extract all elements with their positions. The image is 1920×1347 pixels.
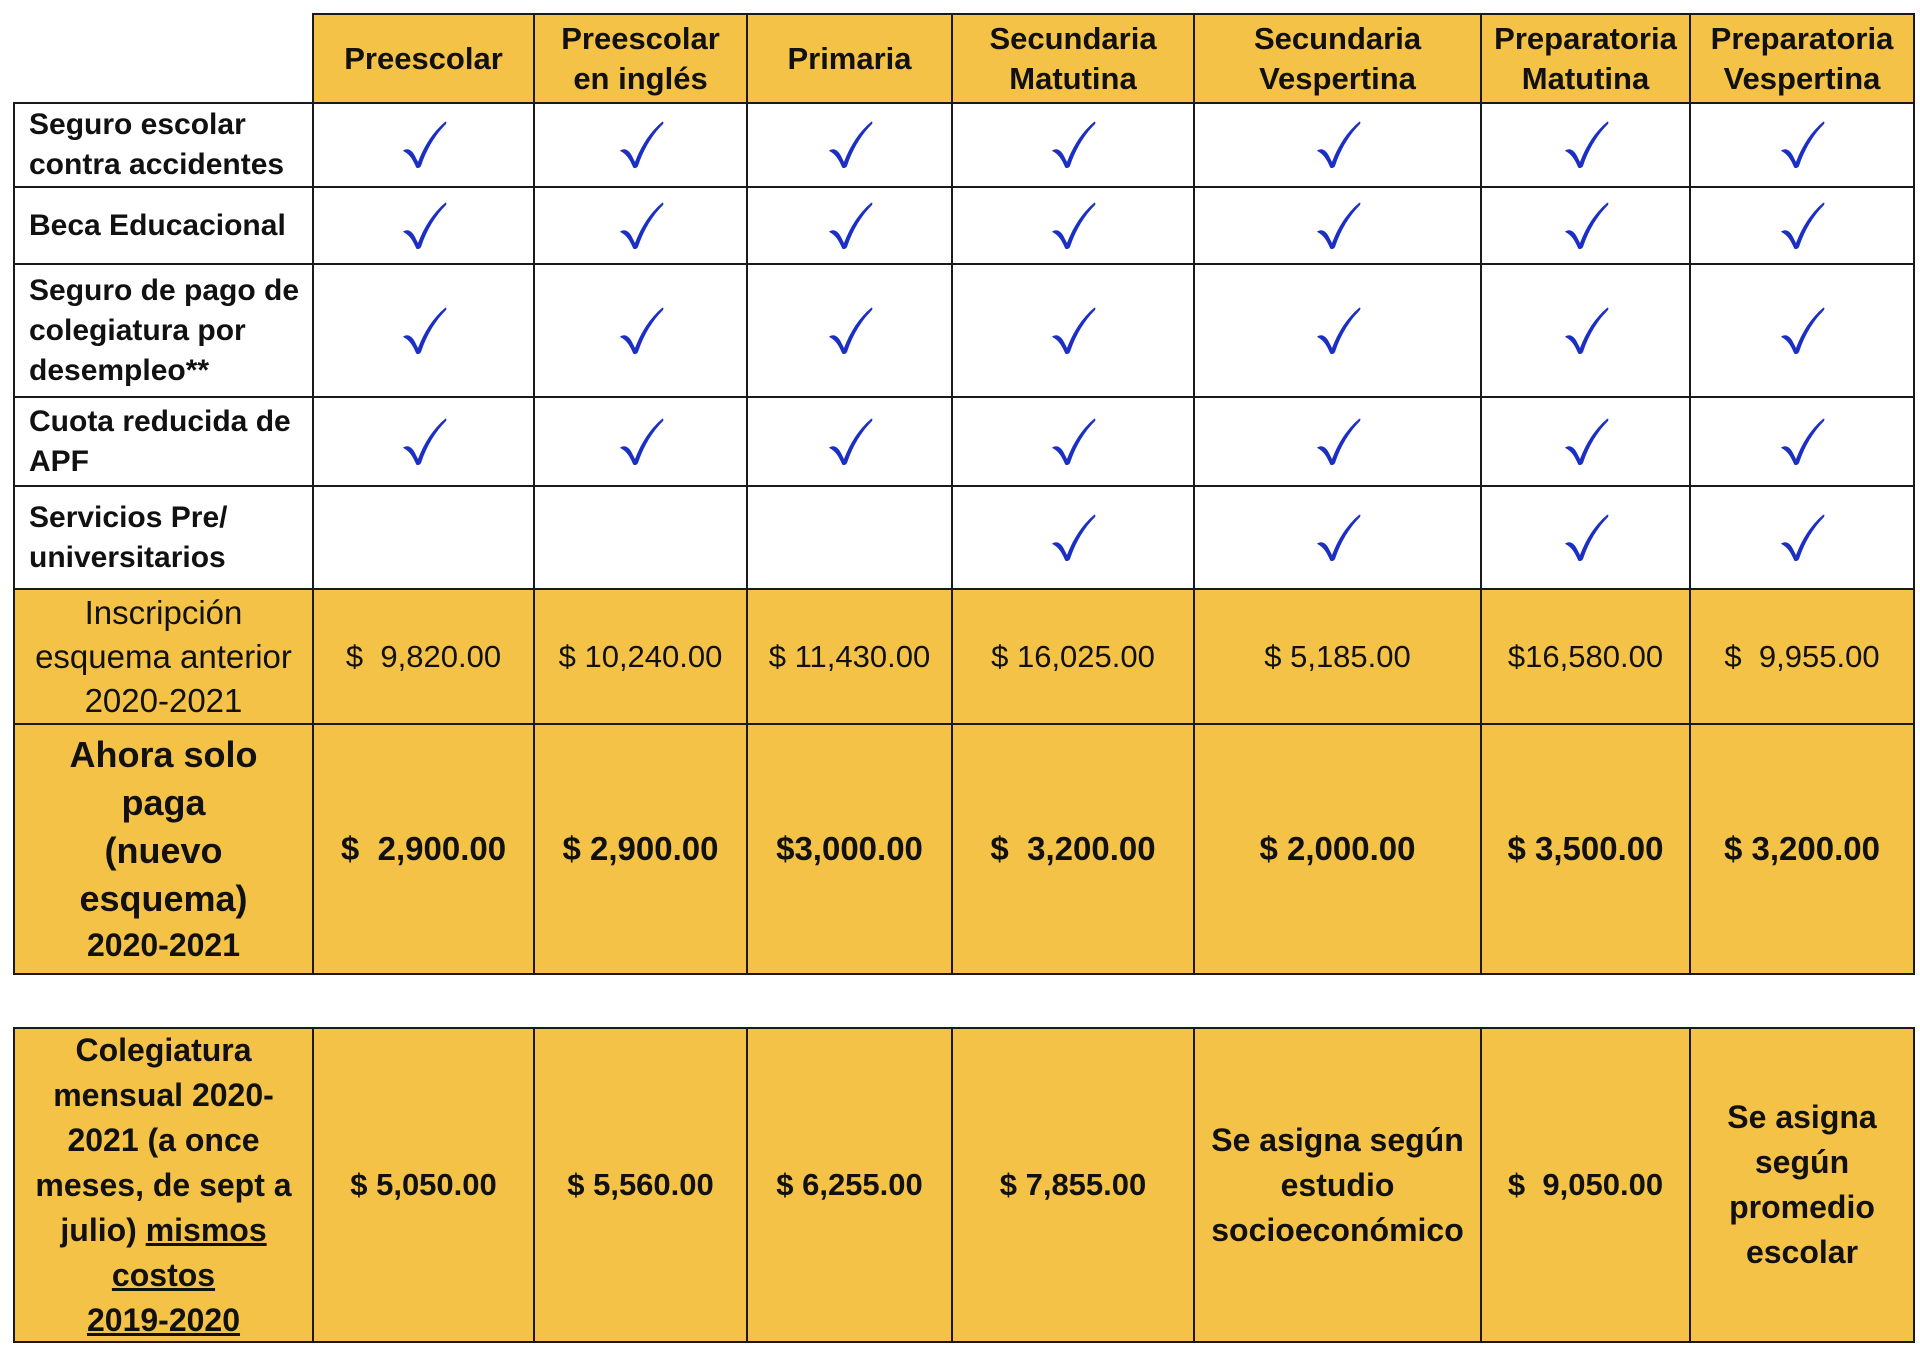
checkmark-icon xyxy=(1049,120,1097,170)
checkmark-icon xyxy=(826,120,874,170)
checkmark-icon xyxy=(1562,417,1610,467)
row-label-text: Inscripción esquema anterior 2020-2021 xyxy=(35,593,292,719)
row-label-inscripcion-anterior xyxy=(13,588,314,725)
colegiatura-secundaria-vespertina: Se asigna según estudio socioeconómico xyxy=(1193,1027,1482,1343)
price-nuevo-preescolar-ingles: $ 2,900.00 xyxy=(533,723,748,975)
colegiatura-label-plain: julio) xyxy=(60,1211,146,1248)
benefit-cell-preescolar-ingles xyxy=(533,396,748,487)
colegiatura-label-line: 2019-2020 xyxy=(86,1301,241,1338)
column-header-secundaria-matutina xyxy=(951,13,1195,104)
row-label-benefit: Seguro escolar contra accidentes xyxy=(13,102,314,188)
checkmark-icon xyxy=(617,201,665,251)
price-nuevo-preparatoria-vespertina: $ 3,200.00 xyxy=(1689,723,1915,975)
price-anterior-secundaria-matutina: $ 16,025.00 xyxy=(951,588,1195,725)
checkmark-icon xyxy=(400,417,448,467)
benefit-cell-preparatoria-vespertina xyxy=(1689,186,1915,265)
checkmark-icon xyxy=(617,306,665,356)
checkmark-icon xyxy=(400,306,448,356)
column-header-label: Preescolar xyxy=(344,40,503,76)
column-header-label: Primaria xyxy=(787,40,912,76)
checkmark-icon xyxy=(1049,513,1097,563)
column-header-label: Secundaria Matutina xyxy=(989,20,1157,96)
checkmark-icon xyxy=(1049,201,1097,251)
checkmark-icon xyxy=(1778,306,1826,356)
benefit-cell-preescolar xyxy=(312,396,535,487)
checkmark-icon xyxy=(1049,417,1097,467)
column-header-preescolar xyxy=(312,13,535,104)
checkmark-icon xyxy=(1314,201,1362,251)
price-nuevo-secundaria-matutina: $ 3,200.00 xyxy=(951,723,1195,975)
row-label-benefit: Servicios Pre/ universitarios xyxy=(13,485,314,590)
row-label-benefit: Cuota reducida de APF xyxy=(13,396,314,487)
benefit-cell-secundaria-vespertina xyxy=(1193,396,1482,487)
price-nuevo-secundaria-vespertina: $ 2,000.00 xyxy=(1193,723,1482,975)
benefit-cell-secundaria-matutina xyxy=(951,102,1195,188)
checkmark-icon xyxy=(1314,513,1362,563)
colegiatura-preescolar: $ 5,050.00 xyxy=(312,1027,535,1343)
column-header-preparatoria-matutina xyxy=(1480,13,1691,104)
benefit-cell-primaria xyxy=(746,485,953,590)
benefit-cell-preparatoria-matutina xyxy=(1480,263,1691,398)
benefit-cell-secundaria-matutina xyxy=(951,186,1195,265)
checkmark-icon xyxy=(1778,201,1826,251)
column-header-primaria xyxy=(746,13,953,104)
row-label-benefit: Seguro de pago de colegiatura por desempleo** xyxy=(13,263,314,398)
colegiatura-primaria: $ 6,255.00 xyxy=(746,1027,953,1343)
colegiatura-label-line xyxy=(60,1208,266,1253)
checkmark-icon xyxy=(826,417,874,467)
checkmark-icon xyxy=(826,201,874,251)
column-header-label: Secundaria Vespertina xyxy=(1253,20,1422,96)
benefit-cell-preescolar xyxy=(312,186,535,265)
benefit-cell-preescolar xyxy=(312,263,535,398)
benefit-cell-preescolar-ingles xyxy=(533,485,748,590)
benefit-cell-secundaria-vespertina xyxy=(1193,186,1482,265)
benefit-cell-preparatoria-matutina xyxy=(1480,186,1691,265)
column-header-secundaria-vespertina xyxy=(1193,13,1482,104)
colegiatura-preescolar-ingles: $ 5,560.00 xyxy=(533,1027,748,1343)
row-label-colegiatura xyxy=(13,1027,314,1343)
checkmark-icon xyxy=(617,417,665,467)
benefit-cell-secundaria-vespertina xyxy=(1193,102,1482,188)
benefit-cell-primaria xyxy=(746,263,953,398)
checkmark-icon xyxy=(400,120,448,170)
colegiatura-preparatoria-vespertina: Se asigna según promedio escolar xyxy=(1689,1027,1915,1343)
row-label-text: Ahora solo paga (nuevo esquema) xyxy=(69,734,258,919)
column-header-preparatoria-vespertina xyxy=(1689,13,1915,104)
checkmark-icon xyxy=(1778,513,1826,563)
checkmark-icon xyxy=(1778,120,1826,170)
column-header-label: Preescolar en inglés xyxy=(561,20,720,96)
checkmark-icon xyxy=(1314,306,1362,356)
benefit-cell-preescolar xyxy=(312,485,535,590)
price-nuevo-preescolar: $ 2,900.00 xyxy=(312,723,535,975)
benefit-cell-primaria xyxy=(746,102,953,188)
colegiatura-label-underlined: mismos xyxy=(145,1211,267,1248)
checkmark-icon xyxy=(1778,417,1826,467)
benefit-cell-preescolar-ingles xyxy=(533,186,748,265)
colegiatura-label-line: 2021 (a once xyxy=(67,1121,260,1158)
benefit-cell-secundaria-matutina xyxy=(951,485,1195,590)
benefit-cell-preescolar-ingles xyxy=(533,263,748,398)
benefit-cell-preparatoria-vespertina xyxy=(1689,396,1915,487)
checkmark-icon xyxy=(1314,120,1362,170)
benefit-cell-secundaria-vespertina xyxy=(1193,263,1482,398)
benefit-cell-secundaria-matutina xyxy=(951,263,1195,398)
benefit-cell-preparatoria-vespertina xyxy=(1689,485,1915,590)
benefit-cell-preparatoria-matutina xyxy=(1480,396,1691,487)
price-nuevo-primaria: $3,000.00 xyxy=(746,723,953,975)
benefit-cell-preparatoria-matutina xyxy=(1480,485,1691,590)
column-header-label: Preparatoria Matutina xyxy=(1494,20,1677,96)
benefit-cell-preparatoria-vespertina xyxy=(1689,102,1915,188)
benefit-cell-secundaria-matutina xyxy=(951,396,1195,487)
colegiatura-preparatoria-matutina: $ 9,050.00 xyxy=(1480,1027,1691,1343)
checkmark-icon xyxy=(1562,201,1610,251)
benefit-cell-secundaria-vespertina xyxy=(1193,485,1482,590)
checkmark-icon xyxy=(1562,120,1610,170)
benefit-cell-primaria xyxy=(746,396,953,487)
benefit-cell-preparatoria-matutina xyxy=(1480,102,1691,188)
column-header-label: Preparatoria Vespertina xyxy=(1710,20,1894,96)
price-nuevo-preparatoria-matutina: $ 3,500.00 xyxy=(1480,723,1691,975)
colegiatura-label-line: costos xyxy=(111,1256,216,1293)
checkmark-icon xyxy=(1314,417,1362,467)
benefit-cell-preparatoria-vespertina xyxy=(1689,263,1915,398)
price-anterior-preparatoria-vespertina: $ 9,955.00 xyxy=(1689,588,1915,725)
row-label-year: 2020-2021 xyxy=(86,927,241,963)
row-label-benefit: Beca Educacional xyxy=(13,186,314,265)
checkmark-icon xyxy=(400,201,448,251)
checkmark-icon xyxy=(826,306,874,356)
price-anterior-preescolar: $ 9,820.00 xyxy=(312,588,535,725)
checkmark-icon xyxy=(1562,513,1610,563)
column-header-preescolar-ingles xyxy=(533,13,748,104)
checkmark-icon xyxy=(1562,306,1610,356)
benefit-cell-primaria xyxy=(746,186,953,265)
row-label-inscripcion-nuevo xyxy=(13,723,314,975)
colegiatura-label-line: meses, de sept a xyxy=(35,1166,292,1203)
colegiatura-label-line: Colegiatura xyxy=(75,1031,252,1068)
colegiatura-secundaria-matutina: $ 7,855.00 xyxy=(951,1027,1195,1343)
benefit-cell-preescolar-ingles xyxy=(533,102,748,188)
price-anterior-preparatoria-matutina: $16,580.00 xyxy=(1480,588,1691,725)
checkmark-icon xyxy=(617,120,665,170)
price-anterior-primaria: $ 11,430.00 xyxy=(746,588,953,725)
price-anterior-secundaria-vespertina: $ 5,185.00 xyxy=(1193,588,1482,725)
benefit-cell-preescolar xyxy=(312,102,535,188)
price-anterior-preescolar-ingles: $ 10,240.00 xyxy=(533,588,748,725)
checkmark-icon xyxy=(1049,306,1097,356)
colegiatura-label-line: mensual 2020- xyxy=(53,1076,274,1113)
